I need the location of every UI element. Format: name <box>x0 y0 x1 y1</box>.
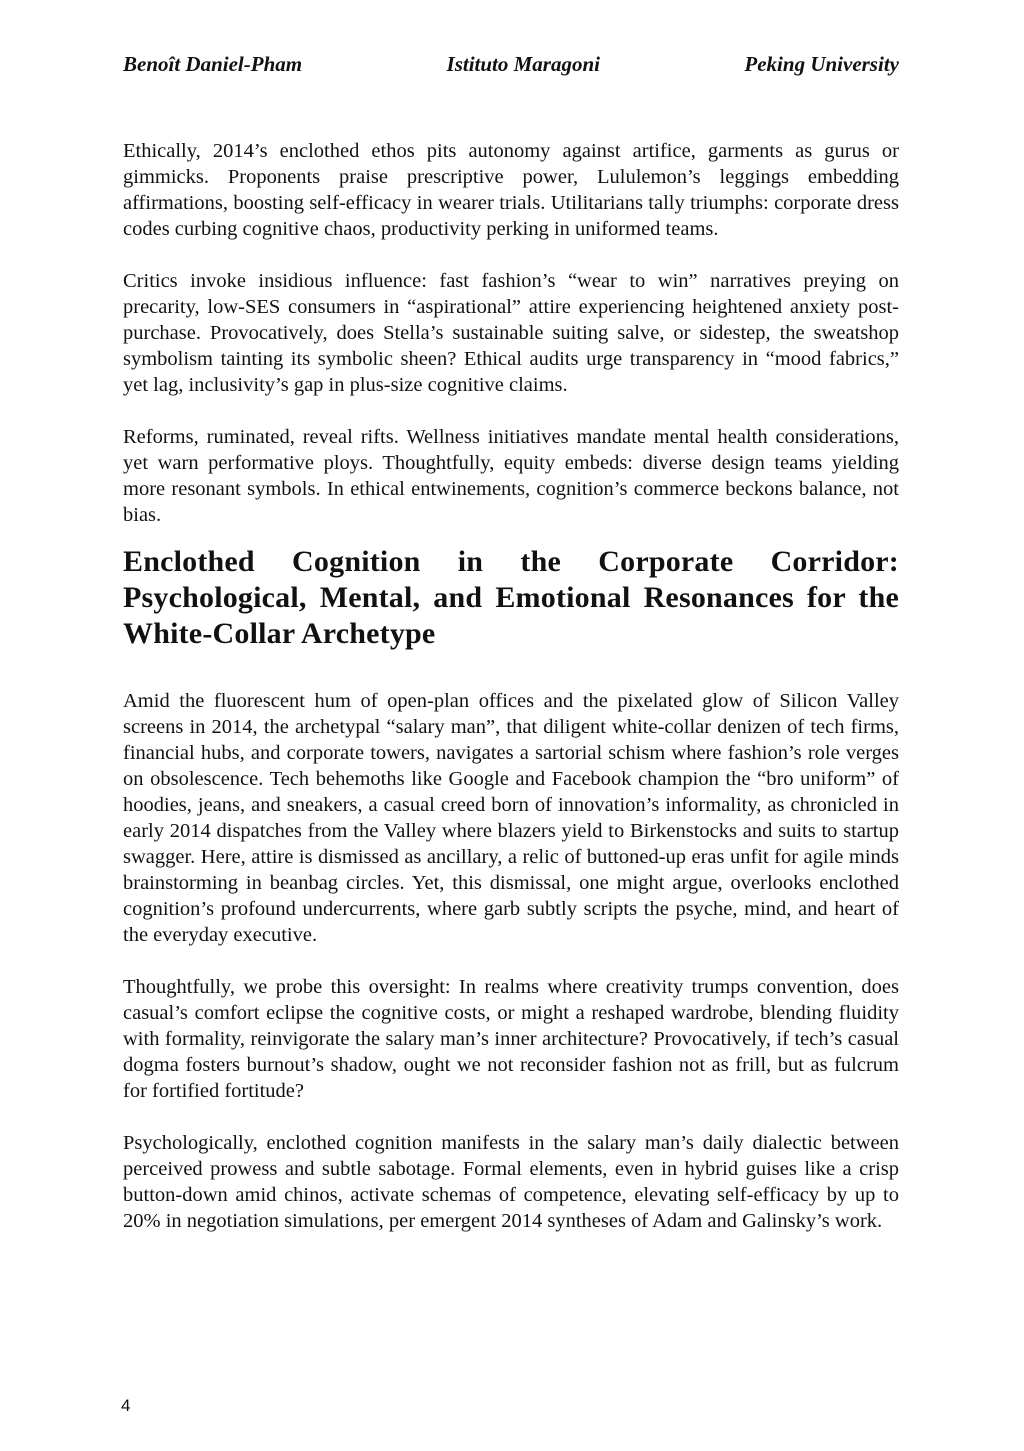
running-header <box>123 50 899 78</box>
body-paragraph: Psychologically, enclothed cognition manifests in the salary man’s daily dialectic between perceived prowess and subtle sabotage. Formal elements, even in hybrid guises like a crisp button-down amid chinos, activate schemas of competence, elevating self-efficacy by up to 20% in negotiation simulations, per emergent 2014 syntheses of Adam and Galinsky’s work. <box>123 1132 899 1232</box>
body-paragraph: Reforms, ruminated, reveal rifts. Wellness initiatives mandate mental health considerations, yet warn performative ploys. Thoughtfully, equity embeds: diverse design teams yielding more resonant symbols. In ethical entwinements, cognition’s commerce beckons balance, not bias. <box>123 426 899 526</box>
section-heading: Enclothed Cognition in the Corporate Corridor: Psychological, Mental, and Emotional Resonances for the White-Collar Archetype <box>123 545 899 650</box>
page-number: 4 <box>121 1396 131 1415</box>
page-body <box>123 138 899 1260</box>
body-paragraph: Amid the fluorescent hum of open-plan offices and the pixelated glow of Silicon Valley screens in 2014, the archetypal “salary man”, that diligent white-collar denizen of tech firms, financial hubs, and corporate towers, navigates a sartorial schism where fashion’s role verges on obsolescence. Tech behemoths like Google and Facebook champion the “bro uniform” of hoodies, jeans, and sneakers, a casual creed born of innovation’s informality, as chronicled in early 2014 dispatches from the Valley where blazers yield to Birkenstocks and suits to startup swagger. Here, attire is dismissed as ancillary, a relic of buttoned-up eras unfit for agile minds brainstorming in beanbag circles. Yet, this dismissal, one might argue, overlooks enclothed cognition’s profound undercurrents, where garb subtly scripts the psyche, mind, and heart of the everyday executive. <box>123 690 899 946</box>
header-institution-2: Peking University <box>744 52 899 76</box>
header-institution-1: Istituto Maragoni <box>446 52 600 76</box>
body-paragraph: Critics invoke insidious influence: fast fashion’s “wear to win” narratives preying on precarity, low-SES consumers in “aspirational” attire experiencing heightened anxiety post-purchase. Provocatively, does Stella’s sustainable suiting salve, or sidestep, the sweatshop symbolism tainting its symbolic sheen? Ethical audits urge transparency in “mood fabrics,” yet lag, inclusivity’s gap in plus-size cognitive claims. <box>123 270 899 396</box>
header-author: Benoît Daniel-Pham <box>123 52 303 76</box>
body-paragraph: Thoughtfully, we probe this oversight: In realms where creativity trumps convention, does casual’s comfort eclipse the cognitive costs, or might a reshaped wardrobe, blending fluidity with formality, reinvigorate the salary man’s inner architecture? Provocatively, if tech’s casual dogma fosters burnout’s shadow, ought we not reconsider fashion not as frill, but as fulcrum for fortified fortitude? <box>123 976 899 1102</box>
body-paragraph: Ethically, 2014’s enclothed ethos pits autonomy against artifice, garments as gurus or gimmicks. Proponents praise prescriptive power, Lululemon’s leggings embedding affirmations, boosting self-efficacy in wearer trials. Utilitarians tally triumphs: corporate dress codes curbing cognitive chaos, productivity perking in uniformed teams. <box>123 140 899 240</box>
